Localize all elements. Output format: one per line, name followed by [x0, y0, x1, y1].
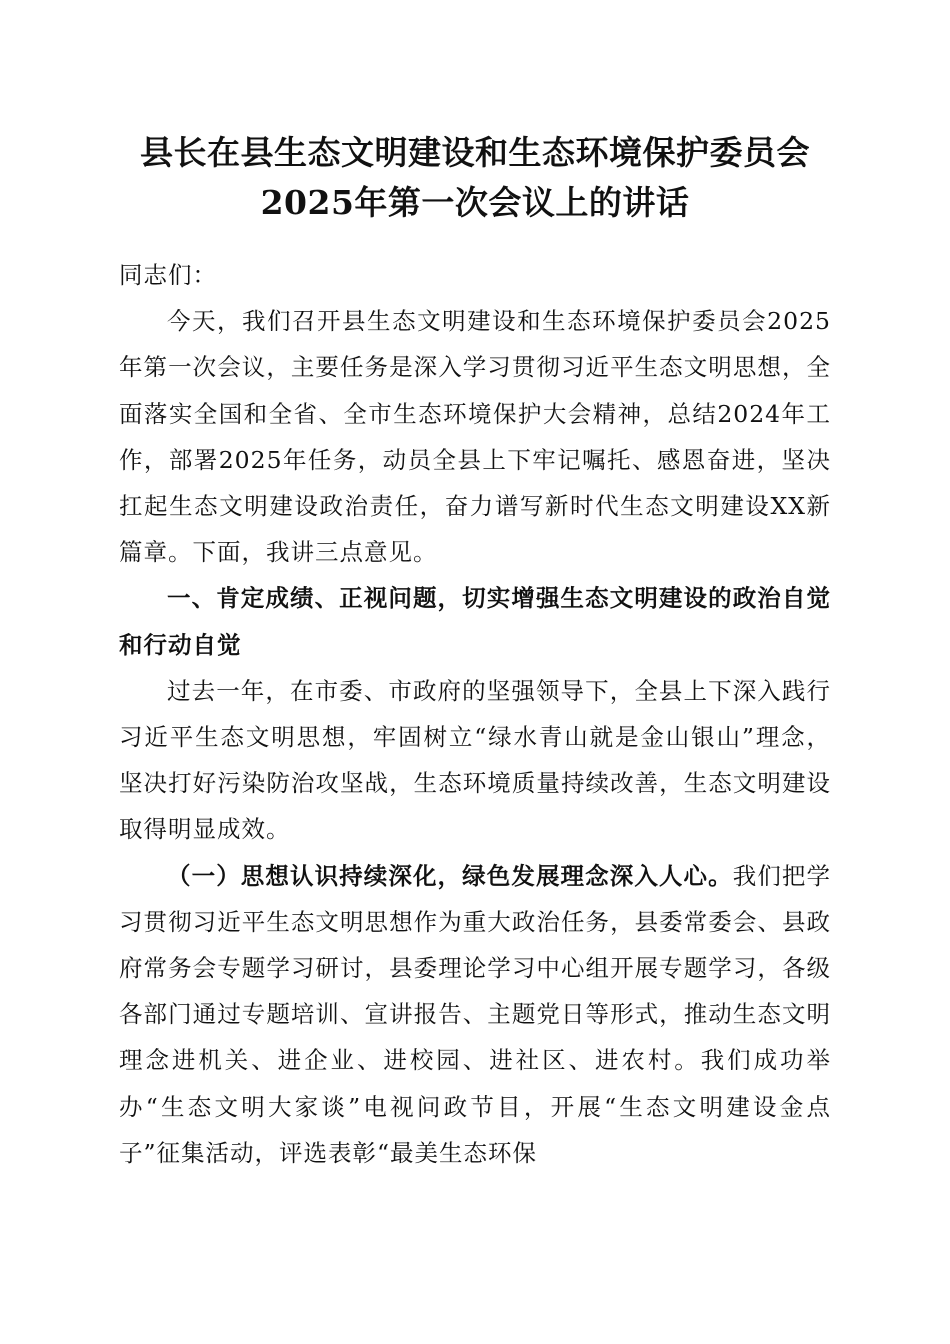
title-line-2: 2025年第一次会议上的讲话: [260, 183, 690, 222]
document-body: [119, 252, 831, 1176]
sub-heading-1: （一）思想认识持续深化，绿色发展理念深入人心。: [167, 861, 733, 890]
subsection-1-text: 我们把学习贯彻习近平生态文明思想作为重大政治任务，县委常委会、县政府常务会专题学习研讨，县委理论学习中心组开展专题学习，各级各部门通过专题培训、宣讲报告、主题党日等形式，推动生态文明理念进机关、进企业、进校园、进社区、进农村。我们成功举办“生态文明大家谈”电视问政节目，开展“生态文明建设金点子”征集活动，评选表彰“最美生态环保: [119, 861, 832, 1167]
document-title: [100, 128, 850, 228]
paragraph-subsection-1: [119, 853, 831, 1176]
paragraph-achievements: 过去一年，在市委、市政府的坚强领导下，全县上下深入践行习近平生态文明思想，牢固树立“绿水青山就是金山银山”理念，坚决打好污染防治攻坚战，生态环境质量持续改善，生态文明建设取得明显成效。: [119, 676, 831, 844]
paragraph-intro: 今天，我们召开县生态文明建设和生态环境保护委员会2025年第一次会议，主要任务是深入学习贯彻习近平生态文明思想，全面落实全国和全省、全市生态环境保护大会精神，总结2024年工作，部署2025年任务，动员全县上下牢记嘱托、感恩奋进，坚决扛起生态文明建设政治责任，奋力谱写新时代生态文明建设XX新篇章。下面，我讲三点意见。: [119, 307, 831, 567]
title-line-1: 县长在县生态文明建设和生态环境保护委员会: [140, 133, 810, 172]
salutation: 同志们：: [119, 261, 217, 289]
section-heading-1: 一、肯定成绩、正视问题，切实增强生态文明建设的政治自觉和行动自觉: [119, 584, 831, 659]
